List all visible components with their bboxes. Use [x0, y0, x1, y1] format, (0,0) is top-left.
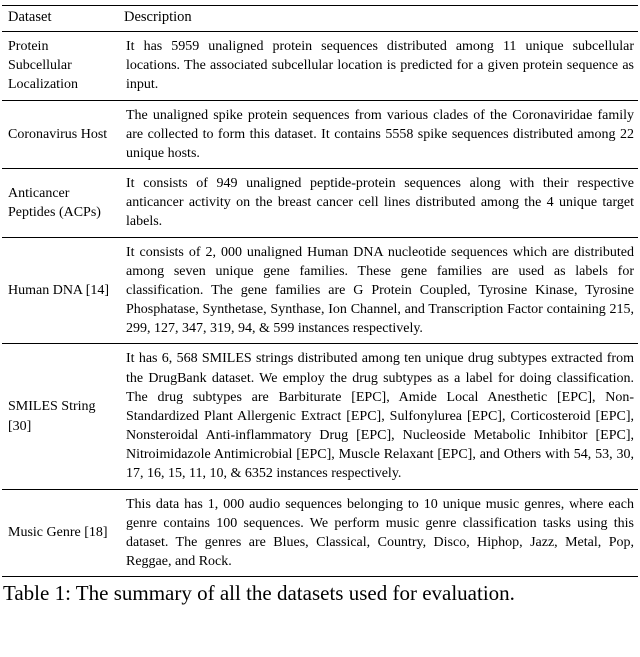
description-cell: It consists of 2, 000 unaligned Human DNA nucleotide sequences which are distributed among seven unique gene families. These gene families are used as labels for classification. The gene families are G Protein Coupled, Tyrosine Kinase, Tyrosine Phosphatase, Synthetase, Synthase, Ion Channel, and Transcription Factor containing 215, 299, 127, 347, 319, 94, & 599 instances respectively. [118, 237, 638, 344]
description-cell: It consists of 949 unaligned peptide-protein sequences along with their respective anticancer activity on the breast cancer cell lines distributed among the 4 unique target labels. [118, 169, 638, 238]
dataset-cell: Music Genre [18] [8, 525, 108, 541]
dataset-cell: SMILES String [30] [2, 344, 118, 489]
table-row [2, 237, 638, 344]
description-cell: The unaligned spike protein sequences from various clades of the Coronaviridae family are collected to form this dataset. It contains 5558 spike sequences distributed among 22 unique hosts. [118, 100, 638, 169]
description-cell: This data has 1, 000 audio sequences belonging to 10 unique music genres, where each genre contains 100 sequences. We perform music genre classification tasks using this dataset. The genres are Blues, Classical, Country, Disco, Hiphop, Jazz, Metal, Pop, Reggae, and Rock. [126, 496, 634, 570]
dataset-cell: Coronavirus Host [2, 100, 118, 169]
table-row [2, 344, 638, 489]
dataset-cell: Anticancer Peptides (ACPs) [2, 169, 118, 238]
table-row [2, 169, 638, 238]
datasets-summary-table [2, 5, 638, 577]
dataset-cell: Human DNA [14] [2, 237, 118, 344]
dataset-cell: Protein Subcellular Localization [2, 32, 118, 101]
description-cell: It has 6, 568 SMILES strings distributed among ten unique drug subtypes extracted from the DrugBank dataset. We employ the drug subtypes as a label for doing classification. The drug subtypes are Barbiturate [EPC], Amide Local Anesthetic [EPC], Non-Standardized Plant Allergenic Extract [EPC], Sulfonylurea [EPC], Corticosteroid [EPC], Nonsteroidal Anti-inflammatory Drug [EPC], Nucleoside Metabolic Inhibitor [EPC], Nitroimidazole Antimicrobial [EPC], Muscle Relaxant [EPC], and Others with 54, 53, 30, 17, 16, 15, 11, 10, & 6352 instances respectively. [118, 344, 638, 489]
column-header-description: Description [118, 6, 638, 32]
column-header-dataset: Dataset [2, 6, 118, 32]
table-header-row [2, 6, 638, 32]
table-caption: Table 1: The summary of all the datasets used for evaluation. [3, 581, 515, 606]
description-cell: It has 5959 unaligned protein sequences distributed among 11 unique subcellular locations. The associated subcellular location is predicted for a given protein sequence as input. [118, 32, 638, 101]
table-row [2, 489, 638, 577]
table-body [2, 32, 638, 577]
table-row [2, 32, 638, 101]
table-header [2, 6, 638, 32]
table-row [2, 100, 638, 169]
